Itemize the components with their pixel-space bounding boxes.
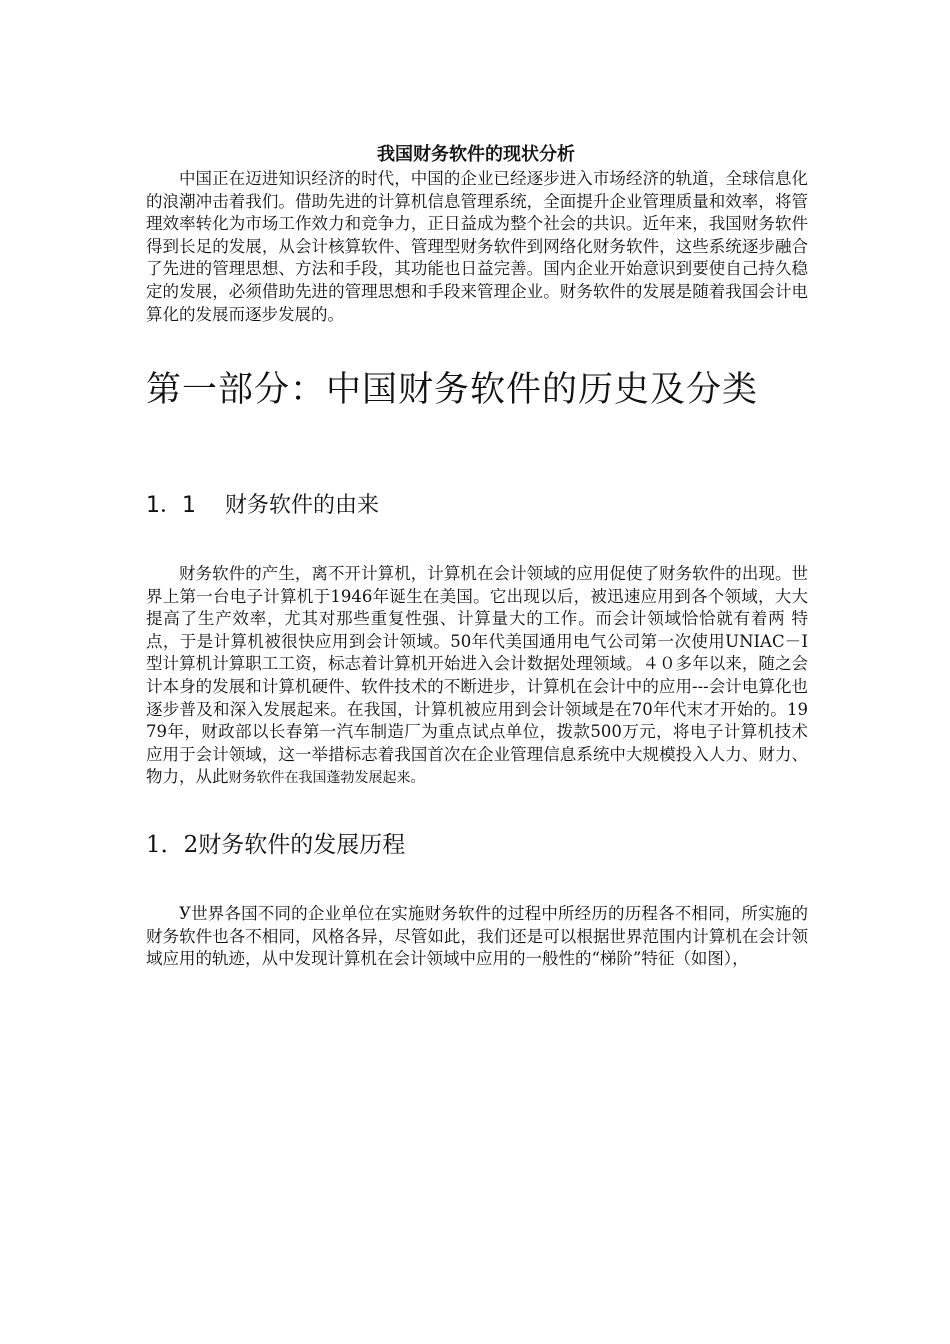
section-1-2-heading: 1．2财务软件的发展历程 xyxy=(146,832,406,858)
section-1-1-heading: 1．1 财务软件的由来 xyxy=(146,493,379,518)
section-1-1-paragraph xyxy=(146,563,808,790)
section-1-2-paragraph: У世界各国不同的企业单位在实施财务软件的过程中所经历的历程各不相同，所实施的财务软件也各不相同，风格各异，尽管如此，我们还是可以根据世界范围内计算机在会计领域应用的轨迹，从中发现计算机在会计领域中应用的一般性的“梯阶”特征（如图）， xyxy=(146,904,808,969)
section-1-1-paragraph-tail: 财务软件在我国蓬勃发展起来。 xyxy=(228,770,425,787)
intro-paragraph: 中国正在迈进知识经济的时代，中国的企业已经逐步进入市场经济的轨道，全球信息化的浪潮冲击着我们。借助先进的计算机信息管理系统，全面提升企业管理质量和效率，将管理效率转化为市场工作效力和竞争力，正日益成为整个社会的共识。近年来，我国财务软件得到长足的发展，从会计核算软件、管理型财务软件到网络化财务软件，这些系统逐步融合了先进的管理思想、方法和手段，其功能也日益完善。国内企业开始意识到要使自己持久稳定的发展，必须借助先进的管理思想和手段来管理企业。财务软件的发展是随着我国会计电算化的发展而逐步发展的。 xyxy=(146,169,808,324)
part-one-heading: 第一部分：中国财务软件的历史及分类 xyxy=(146,370,759,410)
document-title: 我国财务软件的现状分析 xyxy=(377,144,575,165)
section-1-1-paragraph-main: 财务软件的产生，离不开计算机，计算机在会计领域的应用促使了财务软件的出现。世界上第一台电子计算机于1946年诞生在美国。它出现以后，被迅速应用到各个领域，大大提高了生产效率，尤其对那些重复性强、计算量大的工作。而会计领域恰恰就有着两 特点，于是计算机被很快应用到会计领域。50年代美国通用电气公司第一次使用UNIAC－Ⅰ型计算机计算职工工资，标志着计算机开始进入会计数据处理领域。４０多年以来，随之会计本身的发展和计算机硬件、软件技术的不断进步，计算机在会计中的应用---会计电算化也逐步普及和深入发展起来。在我国，计算机被应用到会计领域是在70年代末才开始的。1979年，财政部以长春第一汽车制造厂为重点试点单位，拨款500万元，将电子计算机技术应用于会计领域，这一举措标志着我国首次在企业管理信息系统中大规模投入人力、财力、物力，从此 xyxy=(146,564,808,787)
